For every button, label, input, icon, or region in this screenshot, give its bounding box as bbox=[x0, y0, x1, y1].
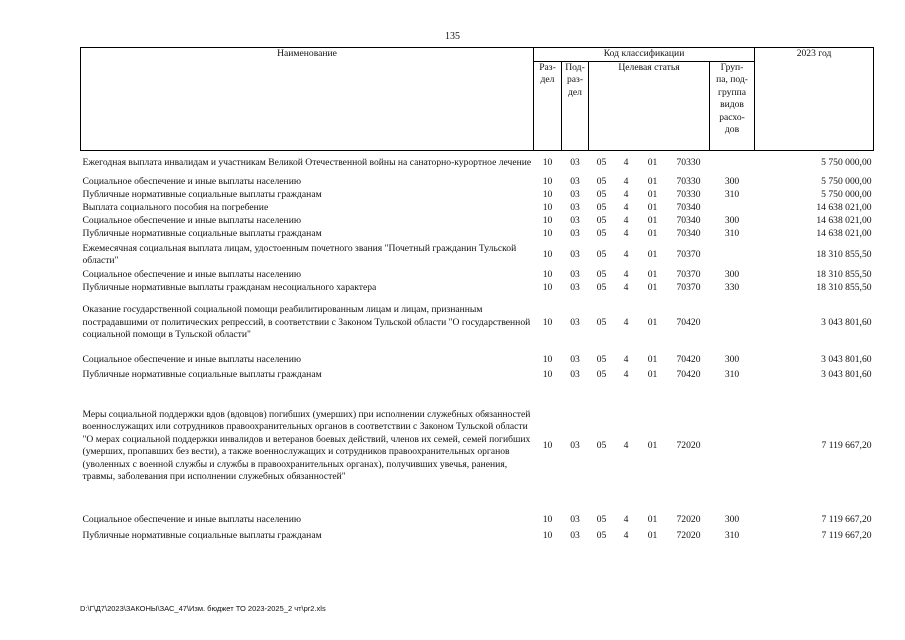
row-amount: 18 310 855,50 bbox=[816, 269, 872, 281]
row-target-part4: 70330 bbox=[676, 176, 701, 188]
row-razdel: 10 bbox=[542, 353, 553, 365]
row-podrazdel: 03 bbox=[570, 202, 580, 214]
row-target-part2: 4 bbox=[623, 530, 629, 542]
table-row bbox=[81, 510, 874, 530]
row-name: Публичные нормативные выплаты гражданам несоциального характера bbox=[82, 282, 377, 294]
row-target-part3: 01 bbox=[647, 202, 658, 214]
row-podrazdel: 03 bbox=[570, 530, 580, 542]
row-razdel: 10 bbox=[542, 369, 553, 381]
row-target-part2: 4 bbox=[623, 157, 629, 168]
row-target-part4: 72020 bbox=[676, 513, 701, 525]
row-target-part2: 4 bbox=[623, 316, 629, 328]
row-name: Ежемесячная социальная выплата лицам, удостоенным почетного звания "Почетный гражданин Тульской области" bbox=[82, 242, 517, 266]
row-razdel: 10 bbox=[542, 157, 553, 168]
table-row bbox=[81, 202, 874, 215]
row-group: 310 bbox=[724, 530, 740, 542]
row-target-part3: 01 bbox=[647, 157, 658, 168]
row-amount: 14 638 021,00 bbox=[816, 202, 872, 214]
row-group: 300 bbox=[724, 269, 740, 281]
row-podrazdel: 03 bbox=[570, 369, 580, 381]
row-name: Социальное обеспечение и иные выплаты населению bbox=[82, 176, 301, 188]
row-razdel: 10 bbox=[542, 269, 553, 281]
row-podrazdel: 03 bbox=[570, 513, 580, 525]
row-group bbox=[710, 202, 755, 215]
row-podrazdel: 03 bbox=[570, 189, 580, 201]
row-name: Социальное обеспечение и иные выплаты населению bbox=[82, 513, 301, 525]
table-row bbox=[81, 176, 874, 189]
row-target-part3: 01 bbox=[647, 215, 658, 227]
row-amount: 5 750 000,00 bbox=[821, 157, 872, 168]
row-amount: 18 310 855,50 bbox=[816, 282, 872, 294]
header-year: 2023 год bbox=[755, 48, 874, 151]
table-row bbox=[81, 295, 874, 351]
row-target-part4: 70420 bbox=[676, 353, 701, 365]
row-target-part4: 72020 bbox=[676, 439, 701, 451]
row-razdel: 10 bbox=[542, 202, 553, 214]
row-target-part1: 05 bbox=[596, 215, 607, 227]
row-name: Публичные нормативные социальные выплаты гражданам bbox=[82, 189, 322, 201]
row-target-part1: 05 bbox=[596, 202, 607, 214]
row-target-part4: 70340 bbox=[676, 202, 701, 214]
row-amount: 14 638 021,00 bbox=[816, 228, 872, 240]
row-target-part4: 70420 bbox=[676, 369, 701, 381]
row-target-part4: 70370 bbox=[676, 248, 701, 260]
row-group: 310 bbox=[724, 369, 740, 381]
row-target-part2: 4 bbox=[623, 215, 629, 227]
row-target-part2: 4 bbox=[623, 282, 629, 294]
row-group: 310 bbox=[724, 228, 740, 240]
row-target-part3: 01 bbox=[647, 530, 658, 542]
row-target-part1: 05 bbox=[596, 269, 607, 281]
row-podrazdel: 03 bbox=[570, 353, 580, 365]
row-target-part1: 05 bbox=[596, 228, 607, 240]
row-name: Социальное обеспечение и иные выплаты населению bbox=[82, 353, 301, 365]
row-amount: 14 638 021,00 bbox=[816, 215, 872, 227]
row-amount: 7 119 667,20 bbox=[821, 530, 872, 542]
row-group: 300 bbox=[724, 353, 740, 365]
row-podrazdel: 03 bbox=[570, 282, 580, 294]
row-target-part2: 4 bbox=[623, 228, 629, 240]
file-path-footer: D:\Г\Д7\2023\ЗАКОНЫ\ЗАС_47\Изм. бюджет ТО 2023-2025_2 чт\pr2.xls bbox=[80, 604, 326, 613]
row-target-part1: 05 bbox=[596, 530, 607, 542]
row-target-part4: 70340 bbox=[676, 215, 701, 227]
row-name: Социальное обеспечение и иные выплаты населению bbox=[82, 269, 301, 281]
row-podrazdel: 03 bbox=[570, 269, 580, 281]
row-group: 300 bbox=[724, 176, 740, 188]
row-target-part2: 4 bbox=[623, 513, 629, 525]
row-name: Публичные нормативные социальные выплаты гражданам bbox=[82, 228, 322, 240]
row-name: Социальное обеспечение и иные выплаты населению bbox=[82, 215, 301, 227]
row-target-part2: 4 bbox=[623, 369, 629, 381]
row-target-part2: 4 bbox=[623, 248, 629, 260]
row-target-part1: 05 bbox=[596, 316, 607, 328]
row-target-part4: 70420 bbox=[676, 316, 701, 328]
table-row bbox=[81, 241, 874, 269]
table-row bbox=[81, 530, 874, 543]
row-razdel: 10 bbox=[542, 513, 553, 525]
header-razdel: Раз- дел bbox=[534, 61, 562, 150]
row-podrazdel: 03 bbox=[570, 248, 580, 260]
row-podrazdel: 03 bbox=[570, 157, 580, 168]
row-razdel: 10 bbox=[542, 215, 553, 227]
row-target-part4: 72020 bbox=[676, 530, 701, 542]
row-target-part1: 05 bbox=[596, 439, 607, 451]
row-target-part3: 01 bbox=[647, 353, 658, 365]
row-target-part3: 01 bbox=[647, 282, 658, 294]
row-razdel: 10 bbox=[542, 282, 553, 294]
row-target-part1: 05 bbox=[596, 176, 607, 188]
row-target-part4: 70330 bbox=[676, 157, 701, 168]
row-group: 300 bbox=[724, 215, 740, 227]
row-target-part1: 05 bbox=[596, 369, 607, 381]
row-target-part1: 05 bbox=[596, 248, 607, 260]
table-row bbox=[81, 215, 874, 228]
row-target-part2: 4 bbox=[623, 439, 629, 451]
row-razdel: 10 bbox=[542, 189, 553, 201]
row-target-part3: 01 bbox=[647, 248, 658, 260]
table-row bbox=[81, 150, 874, 176]
row-target-part3: 01 bbox=[647, 176, 658, 188]
row-name: Меры социальной поддержки вдов (вдовцов) погибших (умерших) при исполнении служебных обязанностей военнослужащих или сотрудников правоохранительных органов в соответствии с Законом Тульской области "О мерах социальной поддержки инвалидов и ветеранов боевых действий, членов их семей, семей погибших (умерших, пропавших без вести), а также военнослужащих и сотрудников правоохранительных органов (уволенных с военной службы и службы в правоохранительных органах), получивших увечья, ранения, травмы, заболевания при исполнении служебных обязанностей" bbox=[82, 408, 531, 482]
row-podrazdel: 03 bbox=[570, 215, 580, 227]
row-target-part1: 05 bbox=[596, 513, 607, 525]
row-podrazdel: 03 bbox=[570, 439, 580, 451]
row-group bbox=[710, 295, 755, 351]
row-target-part3: 01 bbox=[647, 269, 658, 281]
row-group: 310 bbox=[724, 189, 740, 201]
row-razdel: 10 bbox=[542, 530, 553, 542]
row-target-part2: 4 bbox=[623, 269, 629, 281]
table-body bbox=[81, 150, 874, 543]
row-target-part4: 70330 bbox=[676, 189, 701, 201]
budget-table bbox=[80, 47, 874, 543]
row-target-part2: 4 bbox=[623, 202, 629, 214]
row-group bbox=[710, 150, 755, 176]
row-amount: 3 043 801,60 bbox=[821, 316, 872, 328]
row-target-part3: 01 bbox=[647, 228, 658, 240]
row-target-part1: 05 bbox=[596, 157, 607, 168]
page-number: 135 bbox=[445, 31, 460, 42]
row-target-part3: 01 bbox=[647, 189, 658, 201]
row-razdel: 10 bbox=[542, 439, 553, 451]
row-razdel: 10 bbox=[542, 176, 553, 188]
table-row bbox=[81, 351, 874, 369]
row-podrazdel: 03 bbox=[570, 176, 580, 188]
row-podrazdel: 03 bbox=[570, 228, 580, 240]
row-target-part4: 70370 bbox=[676, 282, 701, 294]
row-amount: 5 750 000,00 bbox=[821, 189, 872, 201]
row-target-part1: 05 bbox=[596, 282, 607, 294]
table-row bbox=[81, 369, 874, 382]
table-row bbox=[81, 282, 874, 295]
row-target-part1: 05 bbox=[596, 189, 607, 201]
row-name: Ежегодная выплата инвалидам и участникам Великой Отечественной войны на санаторно-курортное лечение bbox=[82, 157, 532, 168]
row-target-part1: 05 bbox=[596, 353, 607, 365]
row-target-part3: 01 bbox=[647, 439, 658, 451]
row-target-part2: 4 bbox=[623, 189, 629, 201]
row-amount: 7 119 667,20 bbox=[821, 513, 872, 525]
row-target-part3: 01 bbox=[647, 513, 658, 525]
row-razdel: 10 bbox=[542, 316, 553, 328]
row-group bbox=[710, 241, 755, 269]
row-target-part2: 4 bbox=[623, 176, 629, 188]
row-target-part4: 70340 bbox=[676, 228, 701, 240]
row-amount: 18 310 855,50 bbox=[816, 248, 872, 260]
row-amount: 7 119 667,20 bbox=[821, 439, 872, 451]
row-name: Публичные нормативные социальные выплаты гражданам bbox=[82, 530, 322, 542]
header-group: Груп- па, под- группа видов расхо- дов bbox=[710, 61, 755, 150]
row-razdel: 10 bbox=[542, 228, 553, 240]
row-group: 330 bbox=[724, 282, 740, 294]
header-podrazdel: Под- раз- дел bbox=[562, 61, 589, 150]
row-group: 300 bbox=[724, 513, 740, 525]
row-target-part3: 01 bbox=[647, 316, 658, 328]
row-name: Выплата социального пособия на погребение bbox=[82, 202, 269, 214]
row-amount: 3 043 801,60 bbox=[821, 369, 872, 381]
header-name: Наименование bbox=[81, 48, 534, 151]
header-target-article: Целевая статья bbox=[589, 61, 710, 150]
row-target-part2: 4 bbox=[623, 353, 629, 365]
row-razdel: 10 bbox=[542, 248, 553, 260]
row-target-part4: 70370 bbox=[676, 269, 701, 281]
row-amount: 3 043 801,60 bbox=[821, 353, 872, 365]
table-row bbox=[81, 228, 874, 241]
row-podrazdel: 03 bbox=[570, 316, 580, 328]
row-name: Публичные нормативные социальные выплаты гражданам bbox=[82, 369, 322, 381]
row-amount: 5 750 000,00 bbox=[821, 176, 872, 188]
row-name: Оказание государственной социальной помощи реабилитированным лицам и лицам, признанным пострадавшими от политических репрессий, в соответствии с Законом Тульской области "О государственной социальной помощи в Тульской области" bbox=[82, 304, 531, 341]
header-classification: Код классификации bbox=[534, 48, 755, 62]
table-row bbox=[81, 269, 874, 282]
table-row bbox=[81, 189, 874, 202]
table-row bbox=[81, 382, 874, 510]
row-target-part3: 01 bbox=[647, 369, 658, 381]
row-group bbox=[710, 382, 755, 510]
